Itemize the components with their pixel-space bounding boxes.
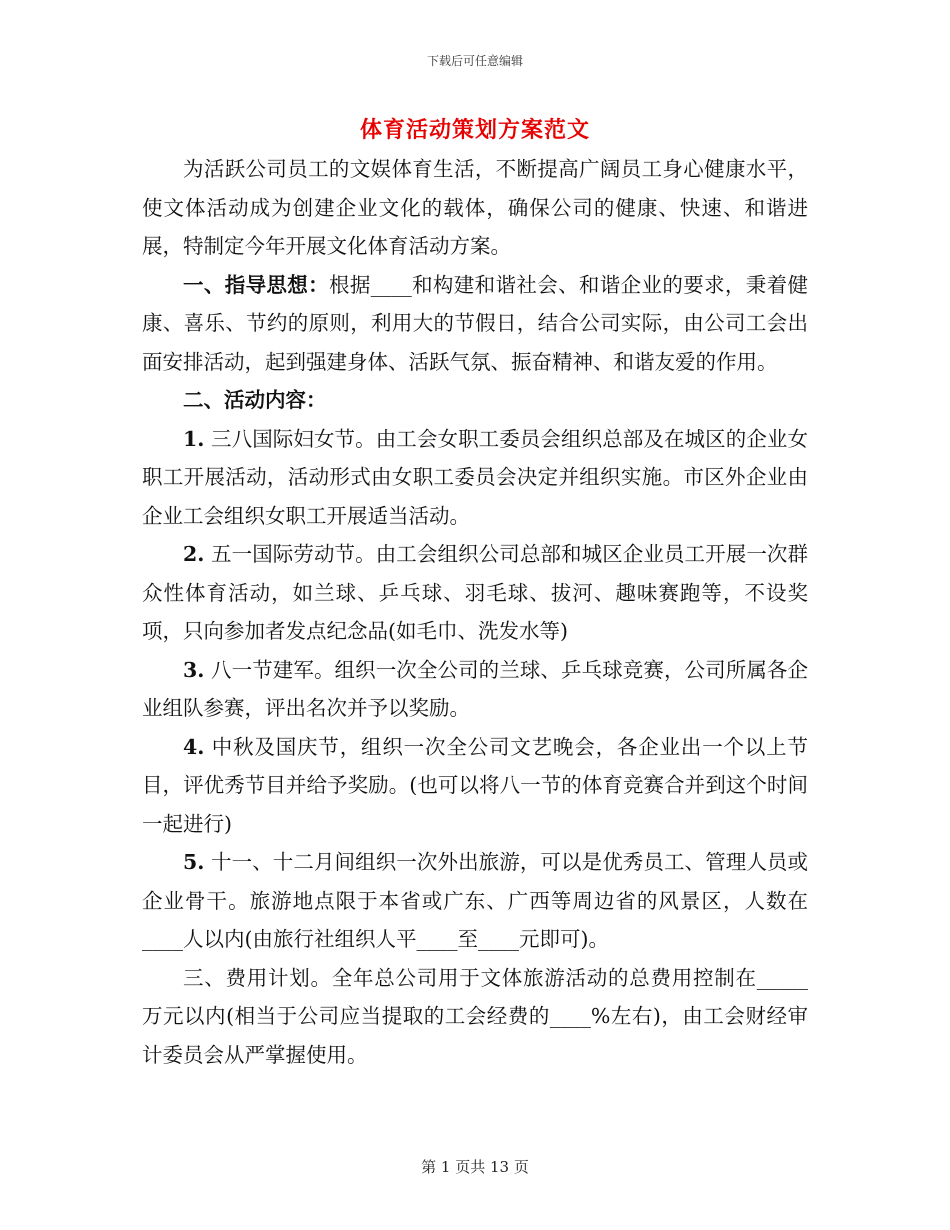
item-text: 十一、十二月间组织一次外出旅游，可以是优秀员工、管理人员或企业骨干。旅游地点限于本省或广东、广西等周边省的风景区，人数在____人以内(由旅行社组织人平____至____元即可)。 xyxy=(142,850,808,951)
section-heading: 一、指导思想： xyxy=(183,272,329,297)
item-text: 八一节建军。组织一次全公司的兰球、乒乓球竞赛，公司所属各企业组队参赛，评出名次并予以奖励。 xyxy=(142,657,808,720)
activity-item-3 xyxy=(142,651,808,728)
item-number: 5. xyxy=(183,850,205,874)
item-number: 3. xyxy=(183,657,205,682)
activities-heading: 二、活动内容： xyxy=(183,388,327,412)
activity-item-1 xyxy=(142,420,808,536)
page-number: 第 1 页共 13 页 xyxy=(421,1158,529,1176)
item-number: 2. xyxy=(183,542,205,566)
page-header: 下载后可任意编辑 xyxy=(426,54,523,68)
activity-item-5 xyxy=(142,843,808,959)
item-number: 1. xyxy=(183,426,205,451)
budget-paragraph: 三、费用计划。全年总公司用于文体旅游活动的总费用控制在_____万元以内(相当于公司应当提取的工会经费的____%左右)，由工会财经审计委员会从严掌握使用。 xyxy=(142,965,808,1067)
document-title: 体育活动策划方案范文 xyxy=(359,117,590,143)
document-body xyxy=(142,150,808,1074)
activity-item-4 xyxy=(142,728,808,844)
item-text: 三八国际妇女节。由工会女职工委员会组织总部及在城区的企业女职工开展活动，活动形式由女职工委员会决定并组织实施。市区外企业由企业工会组织女职工开展适当活动。 xyxy=(142,426,808,528)
item-number: 4. xyxy=(183,734,205,759)
item-text: 中秋及国庆节，组织一次全公司文艺晚会，各企业出一个以上节目，评优秀节目并给予奖励。(也可以将八一节的体育竞赛合并到这个时间一起进行) xyxy=(142,734,808,836)
intro-paragraph: 为活跃公司员工的文娱体育生活，不断提高广阔员工身心健康水平，使文体活动成为创建企业文化的载体，确保公司的健康、快速、和谐进展，特制定今年开展文化体育活动方案。 xyxy=(142,157,808,258)
item-text: 五一国际劳动节。由工会组织公司总部和城区企业员工开展一次群众性体育活动，如兰球、乒乓球、羽毛球、拔河、趣味赛跑等，不设奖项，只向参加者发点纪念品(如毛巾、洗发水等) xyxy=(142,542,808,643)
section-text: 根据____和构建和谐社会、和谐企业的要求，秉着健康、喜乐、节约的原则，利用大的节假日，结合公司实际，由公司工会出面安排活动，起到强建身体、活跃气氛、振奋精神、和谐友爱的作用。 xyxy=(142,272,808,374)
guiding-principle-paragraph xyxy=(142,266,808,382)
activity-item-2 xyxy=(142,535,808,651)
